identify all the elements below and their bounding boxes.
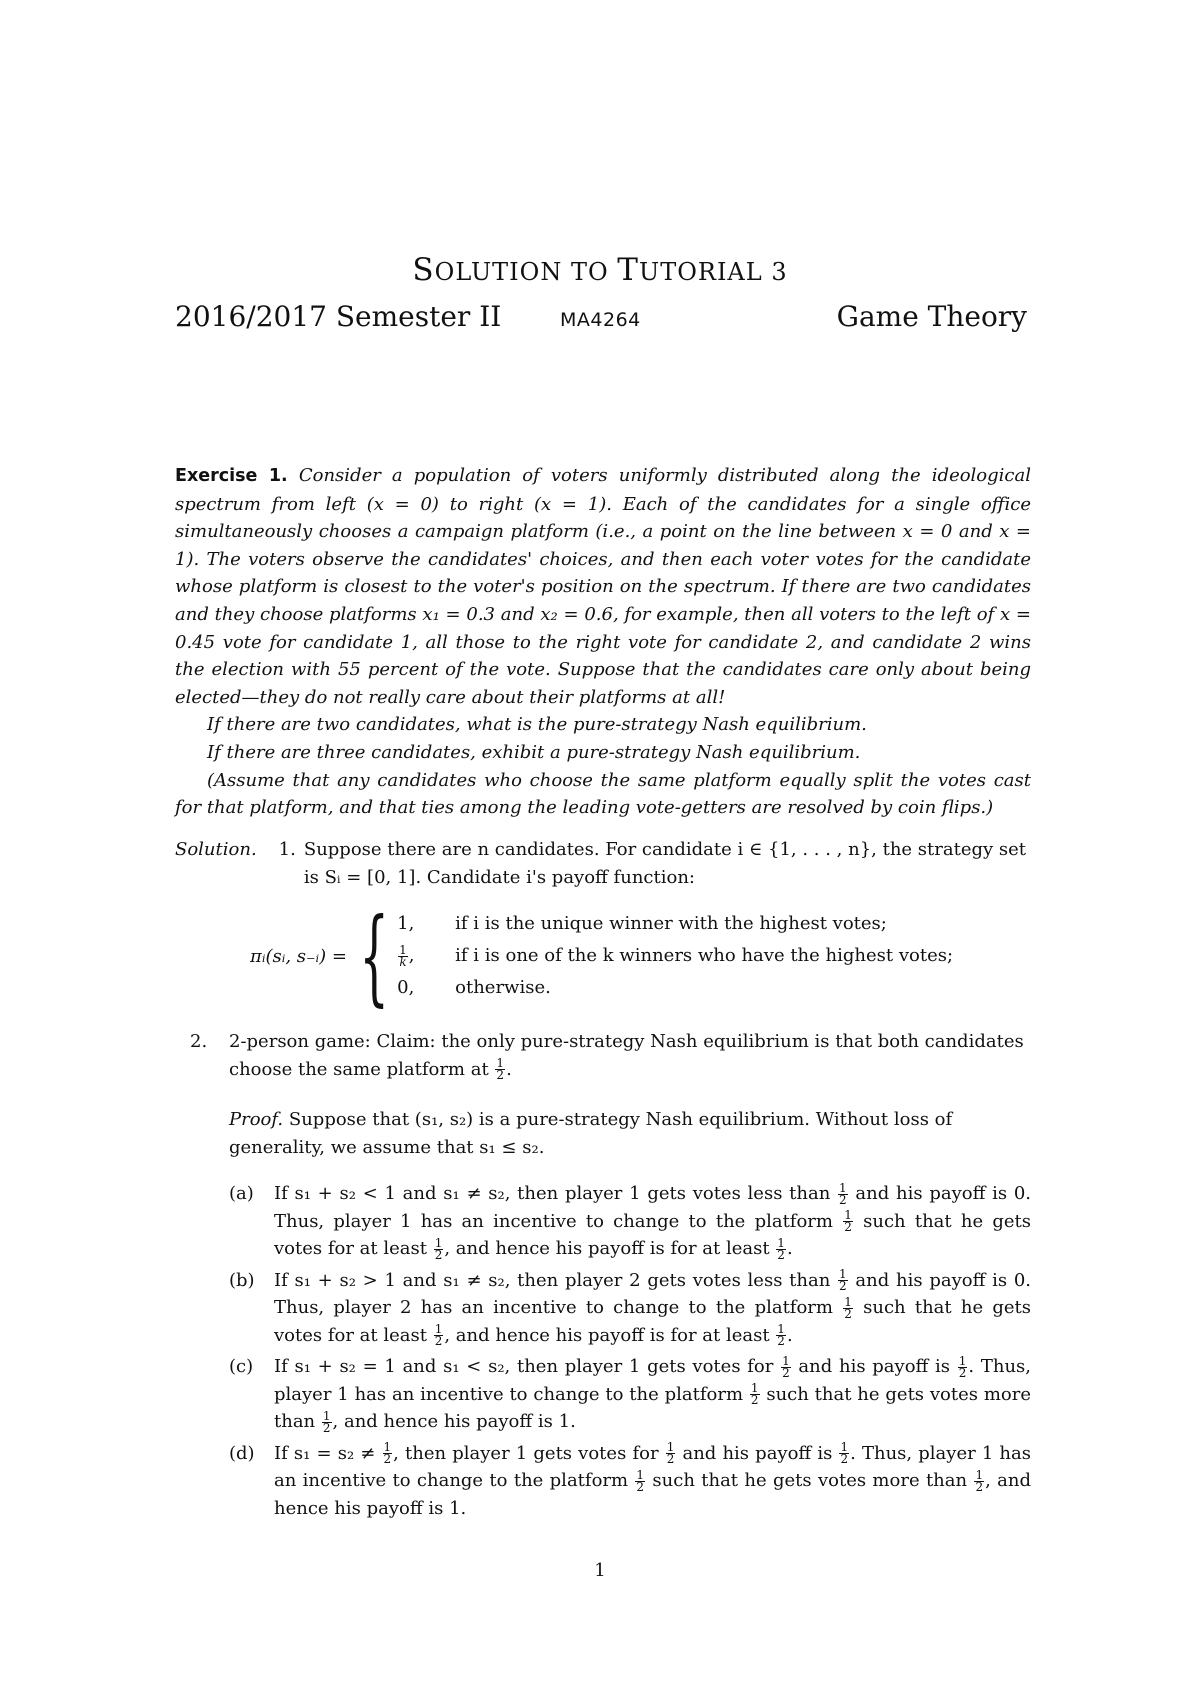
fraction-half: $\frac{1}{2}$ xyxy=(322,1408,331,1435)
fraction-half: $\frac{1}{2}$ xyxy=(839,1180,847,1207)
proof-case xyxy=(229,1353,1031,1436)
fraction: $\frac{1}{k}$ xyxy=(399,942,407,969)
claim-text: 2-person game: Claim: the only pure-strategy Nash equilibrium is that both candidates choose the same platform at xyxy=(229,1031,1024,1080)
solution-item-2: 2. 2-person game: Claim: the only pure-strategy Nash equilibrium is that both candidates choose the same platform at $\frac{1}{2}$ . xyxy=(190,1028,1031,1083)
fraction-half: $\frac{1}{2}$ xyxy=(958,1353,967,1380)
fraction-half: $\frac{1}{2}$ xyxy=(975,1467,984,1494)
document-title: SOLUTION TO TUTORIAL 3 xyxy=(412,252,788,288)
payoff-function xyxy=(250,895,954,1017)
exercise-question-three: If there are three candidates, exhibit a pure-strategy Nash equilibrium. xyxy=(207,741,861,763)
payoff-cases xyxy=(397,908,953,1004)
fraction-half: $\frac{1}{2}$ xyxy=(782,1353,790,1380)
case-label: (c) xyxy=(229,1356,254,1377)
fraction-half: $\frac{1}{2}$ xyxy=(636,1467,645,1494)
course-code: MA4264 xyxy=(560,309,641,331)
page-number: 1 xyxy=(594,1560,606,1581)
fraction-half: $\frac{1}{2}$ xyxy=(383,1440,392,1466)
proof-case xyxy=(229,1440,1031,1523)
case-label: (b) xyxy=(229,1269,255,1291)
fraction-half: $\frac{1}{2}$ xyxy=(750,1381,759,1407)
proof-paragraph xyxy=(229,1106,1031,1161)
case-label: (a) xyxy=(229,1183,254,1204)
fraction-half: $\frac{1}{2}$ xyxy=(844,1294,852,1321)
fraction-half: $\frac{1}{2}$ xyxy=(777,1235,785,1262)
semester-label: 2016/2017 Semester II xyxy=(175,300,502,333)
case-text: If s₁ + s₂ < 1 and s₁ ≠ s₂, then player 1 gets votes less than $\frac{1}{2}$ and his payoff is 0. Thus, player 1 has an incentive to change to the platform $\frac{1}{2}$ such that he gets votes for at least $\frac{1}{2}$ , and hence his payoff is for at least $\frac{1}{2}$ . xyxy=(274,1180,1032,1262)
fraction-half: $\frac{1}{2}$ xyxy=(777,1322,785,1348)
fraction-half: $\frac{1}{2}$ xyxy=(496,1056,505,1083)
payoff-lhs: πᵢ(sᵢ, s₋ᵢ) = xyxy=(250,945,347,967)
solution-label: Solution. xyxy=(175,839,257,860)
proof-cases xyxy=(229,1180,1031,1526)
course-name: Game Theory xyxy=(836,300,1027,333)
exercise-1 xyxy=(175,462,1031,822)
fraction-half: $\frac{1}{2}$ xyxy=(844,1208,852,1234)
fraction-half: $\frac{1}{2}$ xyxy=(839,1267,847,1293)
exercise-question-two: If there are two candidates, what is the pure-strategy Nash equilibrium. xyxy=(207,714,867,736)
proof-text: Suppose that (s₁, s₂) is a pure-strategy Nash equilibrium. Without loss of generality, we assume that s₁ ≤ s₂. xyxy=(229,1109,953,1158)
case-text: If s₁ + s₂ = 1 and s₁ < s₂, then player 1 gets votes for $\frac{1}{2}$ and his payoff is $\frac{1}{2}$ . Thus, player 1 has an incentive to change to the platform $\frac{1}{2}$ such that he gets votes more than $\frac{1}{2}$ , and hence his payoff is 1. xyxy=(274,1353,1032,1435)
case-label: (d) xyxy=(229,1442,255,1464)
payoff-case: 1, if i is the unique winner with the highest votes; xyxy=(397,913,887,934)
item-number: 1. xyxy=(278,839,296,860)
payoff-case: $\frac{1}{k}$ , if i is one of the k winners who have the highest votes; xyxy=(399,942,954,969)
solution-item-1 xyxy=(175,836,1031,891)
exercise-label: Exercise 1. xyxy=(175,466,288,486)
proof-case xyxy=(229,1267,1031,1350)
proof-case xyxy=(229,1180,1031,1263)
item-number: 2. xyxy=(190,1031,208,1052)
fraction-half: $\frac{1}{2}$ xyxy=(434,1322,443,1348)
exercise-text: Consider a population of voters uniformly distributed along the ideological spectrum from left (x = 0) to right (x = 1). Each of the candidates for a single office simultaneously chooses a campaign platform (i.e., a point on the line between x = 0 and x = 1). The voters observe the candidates' choices, and then each voter votes for the candidate whose platform is closest to the voter's position on the spectrum. If there are two candidates and they choose platforms x₁ = 0.3 and x₂ = 0.6, for example, then all voters to the left of x = 0.45 vote for candidate 1, all those to the right vote for candidate 2, and candidate 2 wins the election with 55 percent of the vote. Suppose that the candidates care only about being elected—they do not really care about their platforms at all! xyxy=(175,465,1031,708)
fraction-half: $\frac{1}{2}$ xyxy=(840,1440,849,1466)
fraction-half: $\frac{1}{2}$ xyxy=(434,1235,443,1262)
item-text: Suppose there are n candidates. For candidate i ∈ {1, . . . , n}, the strategy set is Sᵢ = [0, 1]. Candidate i's payoff function: xyxy=(303,839,1027,888)
fraction-half: $\frac{1}{2}$ xyxy=(666,1440,675,1466)
proof-label: Proof. xyxy=(229,1109,284,1130)
exercise-assumption: (Assume that any candidates who choose the same platform equally split the votes cast for that platform, and that ties among the leading vote-getters are resolved by coin flips.) xyxy=(175,769,1031,819)
case-text: If s₁ + s₂ > 1 and s₁ ≠ s₂, then player 2 gets votes less than $\frac{1}{2}$ and his payoff is 0. Thus, player 2 has an incentive to change to the platform $\frac{1}{2}$ such that he gets votes for at least $\frac{1}{2}$ , and hence his payoff is for at least $\frac{1}{2}$ . xyxy=(274,1267,1032,1348)
payoff-case: 0, otherwise. xyxy=(397,977,551,998)
case-text: If s₁ = s₂ ≠ $\frac{1}{2}$ , then player 1 gets votes for $\frac{1}{2}$ and his payoff is $\frac{1}{2}$ . Thus, player 1 has an incentive to change to the platform $\frac{1}{2}$ such that he gets votes more than $\frac{1}{2}$ , and hence his payoff is 1. xyxy=(274,1440,1031,1519)
left-brace: { xyxy=(359,895,389,1017)
